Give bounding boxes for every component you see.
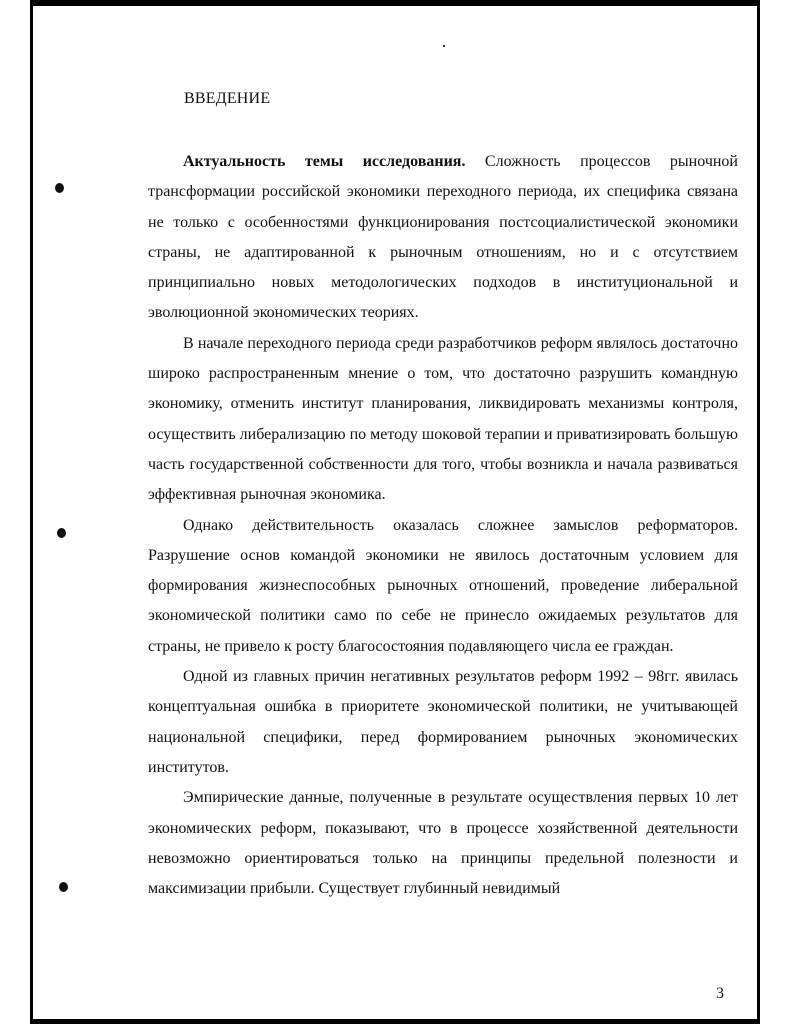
scan-border-top — [30, 0, 760, 6]
scan-speck — [443, 45, 445, 47]
body-text — [148, 147, 738, 904]
paragraph: Одной из главных причин негативных результатов реформ 1992 – 98гг. явилась концептуальная ошибка в приоритете экономической политики, не учитывающей национальной специфики, перед формированием рыночных экономических институтов. — [148, 668, 738, 776]
binder-hole-mark — [59, 882, 68, 892]
paragraph-lead-bold: Актуальность темы исследования. — [183, 153, 466, 170]
paragraph: В начале переходного периода среди разработчиков реформ являлось достаточно широко распространенным мнение о том, что достаточно разрушить командную экономику, отменить институт планирования, ликвидировать механизмы контроля, осуществить либерализацию по методу шоковой терапии и приватизировать большую часть государственной собственности для того, чтобы возникла и начала развиваться эффективная рыночная экономика. — [148, 334, 738, 504]
binder-hole-mark — [57, 528, 66, 538]
paragraph — [148, 147, 738, 329]
scan-border-right — [757, 0, 760, 1024]
paragraph-text: Сложность процессов рыночной трансформации российской экономики переходного периода, их специфика связана не только с особенностями функционирования постсоциалистической экономики страны, не адаптированной к рыночным отношениям, но и с отсутствием принципиально новых методологических подходов в институциональной и эволюционной экономических теориях. — [148, 153, 738, 322]
section-heading: ВВЕДЕНИЕ — [184, 90, 271, 107]
scan-border-bottom — [30, 1019, 760, 1024]
paragraph: Эмпирические данные, полученные в результате осуществления первых 10 лет экономических реформ, показывают, что в процессе хозяйственной деятельности невозможно ориентироваться только на принципы предельной полезности и максимизации прибыли. Существует глубинный невидимый — [148, 789, 738, 898]
paragraph: Однако действительность оказалась сложнее замыслов реформаторов. Разрушение основ командой экономики не явилось достаточным условием для формирования жизнеспособных рыночных отношений, проведение либеральной экономической политики само по себе не принесло ожидаемых результатов для страны, не привело к росту благосостояния подавляющего числа ее граждан. — [148, 516, 738, 655]
scan-border-left — [30, 0, 33, 1024]
page-number: 3 — [716, 985, 724, 1002]
binder-hole-mark — [55, 183, 64, 193]
